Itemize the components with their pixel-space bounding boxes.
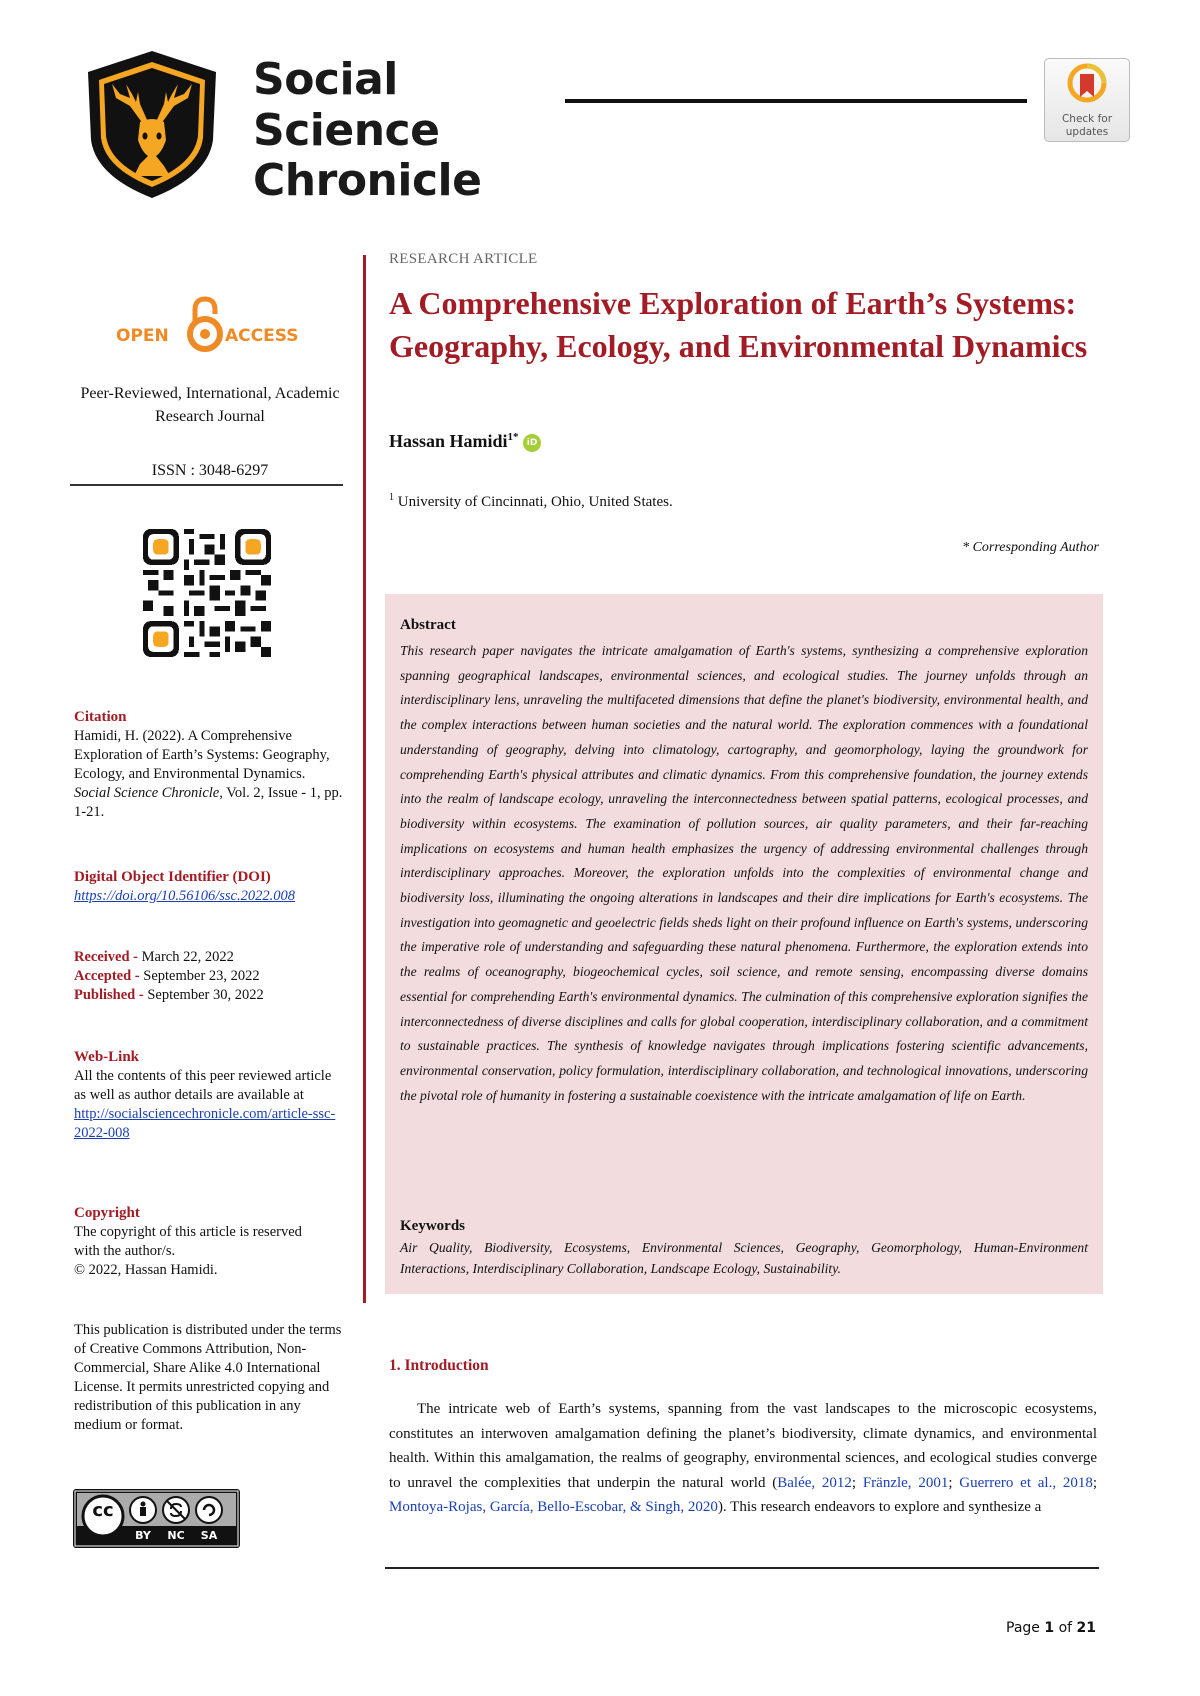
copyright-heading: Copyright [74,1205,140,1221]
page-total: 21 [1076,1620,1096,1636]
introduction-heading: 1. Introduction [389,1357,489,1374]
column-divider [363,255,366,1303]
journal-name-line3: Chronicle [253,155,482,206]
article-title: A Comprehensive Exploration of Earth’s Systems: Geography, Ecology, and Environmental Dynamics [389,285,1088,364]
published-row [74,986,344,1005]
qr-code-icon[interactable] [143,529,271,657]
header-rule [565,99,1027,103]
weblink-section [74,1048,339,1143]
open-access-right: ACCESS [225,326,299,346]
bookmark-icon [1067,63,1107,107]
doi-section [74,868,344,906]
author-sup: 1* [507,431,519,443]
abstract-heading: Abstract [400,617,456,633]
abstract-box [385,594,1103,1294]
affiliation-text: University of Cincinnati, Ohio, United States. [397,494,673,510]
copyright-holder: © 2022, Hassan Hamidi. [74,1262,218,1278]
dates-section [74,948,344,1005]
keywords-text: Air Quality, Biodiversity, Ecosystems, Environmental Sciences, Geography, Geomorphology, Human-Environment Interactions, Interdisciplinary Collaboration, Landscape Ecology, Sustainability. [400,1240,1088,1276]
introduction-text: The intricate web of Earth’s systems, spanning from the vast landscapes to the microscopic ecosystems, constitutes an interwoven amalgamation defining the planet’s biodiversity, climate dynamics, and environmental health. Within this amalgamation, the realms of geography, environmental sciences, and ecological studies converge to unravel the complexities that underpin the natural world (Balée, 2012; Fränzle, 2001; Guerrero et al., 2018; Montoya-Rojas, García, Bello-Escobar, & Singh, 2020). This research endeavors to explore and synthesize a [389,1401,1097,1516]
cc-sa-label: SA [200,1529,218,1542]
citation-journal: Social Science Chronicle [74,785,220,801]
received-date: March 22, 2022 [141,949,234,965]
cc-by-label: BY [135,1529,151,1542]
license-text: This publication is distributed under the terms of Creative Commons Attribution, Non-Commercial, Share Alike 4.0 International License. It permits unrestricted copying and redistribution of this publication in any medium or format. [74,1322,342,1433]
journal-name-line1: Social [253,54,398,105]
check-for-line1: Check for [1061,113,1113,125]
check-for-updates-button[interactable] [1044,58,1130,142]
journal-logo-icon [82,48,222,200]
citation-link[interactable]: Balée, 2012 [777,1474,852,1491]
intro-text-after: ). This research endeavors to explore and synthesize a [717,1499,1042,1516]
footer-rule [385,1567,1099,1569]
open-access-badge [108,296,328,356]
cc-label: cc [92,1500,114,1521]
published-label: Published - [74,987,144,1003]
weblink-heading: Web-Link [74,1049,140,1065]
cc-license-badge[interactable] [73,1489,240,1548]
open-access-left: OPEN [116,326,169,346]
copyright-section [74,1204,304,1280]
accepted-row [74,967,344,986]
citation-text-before: Hamidi, H. (2022). A Comprehensive Exploration of Earth’s Systems: Geography, Ecology, and Environmental Dynamics. [74,728,330,782]
received-row [74,948,344,967]
author-name[interactable]: Hassan Hamidi [389,431,508,451]
affiliation-sup: 1 [389,492,394,503]
published-date: September 30, 2022 [147,987,264,1003]
page-label: Page [1006,1620,1040,1636]
abstract-text: This research paper navigates the intricate amalgamation of Earth's systems, synthesizing a comprehensive exploration spanning geographical landscapes, environmental sciences, and ecological studies. The journey unfolds through an interdisciplinary lens, unraveling the multifaceted dimensions that define the planet's biodiversity, environmental health, and the complex interactions between human societies and the natural world. The exploration commences with a foundational understanding of geography, delving into climatology, cartography, and geomorphology, laying the groundwork for comprehending Earth's physical attributes and climatic dynamics. From this comprehensive foundation, the journey extends into the realm of landscape ecology, unraveling the interconnectedness between spatial patterns, ecological processes, and biodiversity within ecosystems. The examination of pollution sources, air quality parameters, and their far-reaching implications on ecosystems and human health emphasizes the urgency of addressing environmental challenges through interdisciplinary approaches. Moreover, the exploration unfolds into the complexities of environmental change and biodiversity loss, illuminating the ongoing alterations in landscapes and their dire implications for Earth's ecosystems. The investigation into geomagnetic and geoelectric fields sheds light on their profound influence on Earth's systems, underscoring the imperative role of understanding and safeguarding these natural phenomena. Furthermore, the exploration extends into the realms of oceanography, biogeochemical cycles, soil science, and remote sensing, encompassing diverse domains essential for comprehending Earth's environmental dynamics. The culmination of this comprehensive exploration signifies the interconnectedness of diverse disciplines and calls for global cooperation, interdisciplinary collaboration, and a commitment to sustainable practices. The synthesis of knowledge navigates through implications fostering scientific advancements, environmental conservation, policy formulation, interdisciplinary collaboration, and technological innovations, underscoring the pivotal role of humanity in fostering a sustainable coexistence with the intricate amalgamation of life on Earth. [400,643,1088,1103]
received-label: Received - [74,949,139,965]
citation-text-after: , Vol. 2, Issue - 1, pp. 1-21. [74,785,343,820]
journal-name-line2: Science [253,105,440,156]
citation-section [74,708,344,822]
page-of-label: of [1058,1620,1073,1636]
sidebar-rule [70,484,343,486]
page-current: 1 [1044,1620,1055,1636]
article-type: RESEARCH ARTICLE [389,251,538,267]
citation-link[interactable]: Fränzle, 2001 [862,1474,949,1491]
doi-heading: Digital Object Identifier (DOI) [74,869,271,885]
journal-type: Peer-Reviewed, International, Academic Research Journal [80,385,340,425]
page-number [980,1620,1096,1636]
citation-link[interactable]: Montoya-Rojas, García, Bello-Escobar, & Singh, 2020 [389,1499,718,1516]
author-line [389,431,541,452]
accepted-label: Accepted - [74,968,140,984]
weblink-text: All the contents of this peer reviewed article as well as author details are available at [74,1068,332,1103]
cc-nc-label: NC [167,1529,185,1542]
citation-link[interactable]: Guerrero et al., 2018 [959,1474,1093,1491]
copyright-text: The copyright of this article is reserved with the author/s. [74,1224,302,1259]
corresponding-author-note: * Corresponding Author [962,540,1099,555]
open-lock-icon [185,296,225,354]
citation-text [74,727,344,822]
accepted-date: September 23, 2022 [143,968,260,984]
check-for-line2: updates [1065,126,1109,138]
affiliation [389,492,673,511]
citation-heading: Citation [74,709,127,725]
keywords-heading: Keywords [400,1218,465,1234]
article-url-link[interactable]: http://socialsciencechronicle.com/article-ssc-2022-008 [74,1106,336,1141]
intro-text-main: The intricate web of Earth’s systems, spanning from the vast landscapes to the microscopic ecosystems, constitutes an interwoven amalgamation defining the planet’s biodiversity, climate dynamics, and environmental health. Within this amalgamation, the realms of geography, environmental sciences, and ecological studies converge to unravel the complexities that underpin the natural world ( [389,1401,1097,1491]
doi-link[interactable]: https://doi.org/10.56106/ssc.2022.008 [74,888,295,904]
issn: ISSN : 3048-6297 [151,462,269,479]
orcid-icon[interactable]: iD [523,434,541,452]
